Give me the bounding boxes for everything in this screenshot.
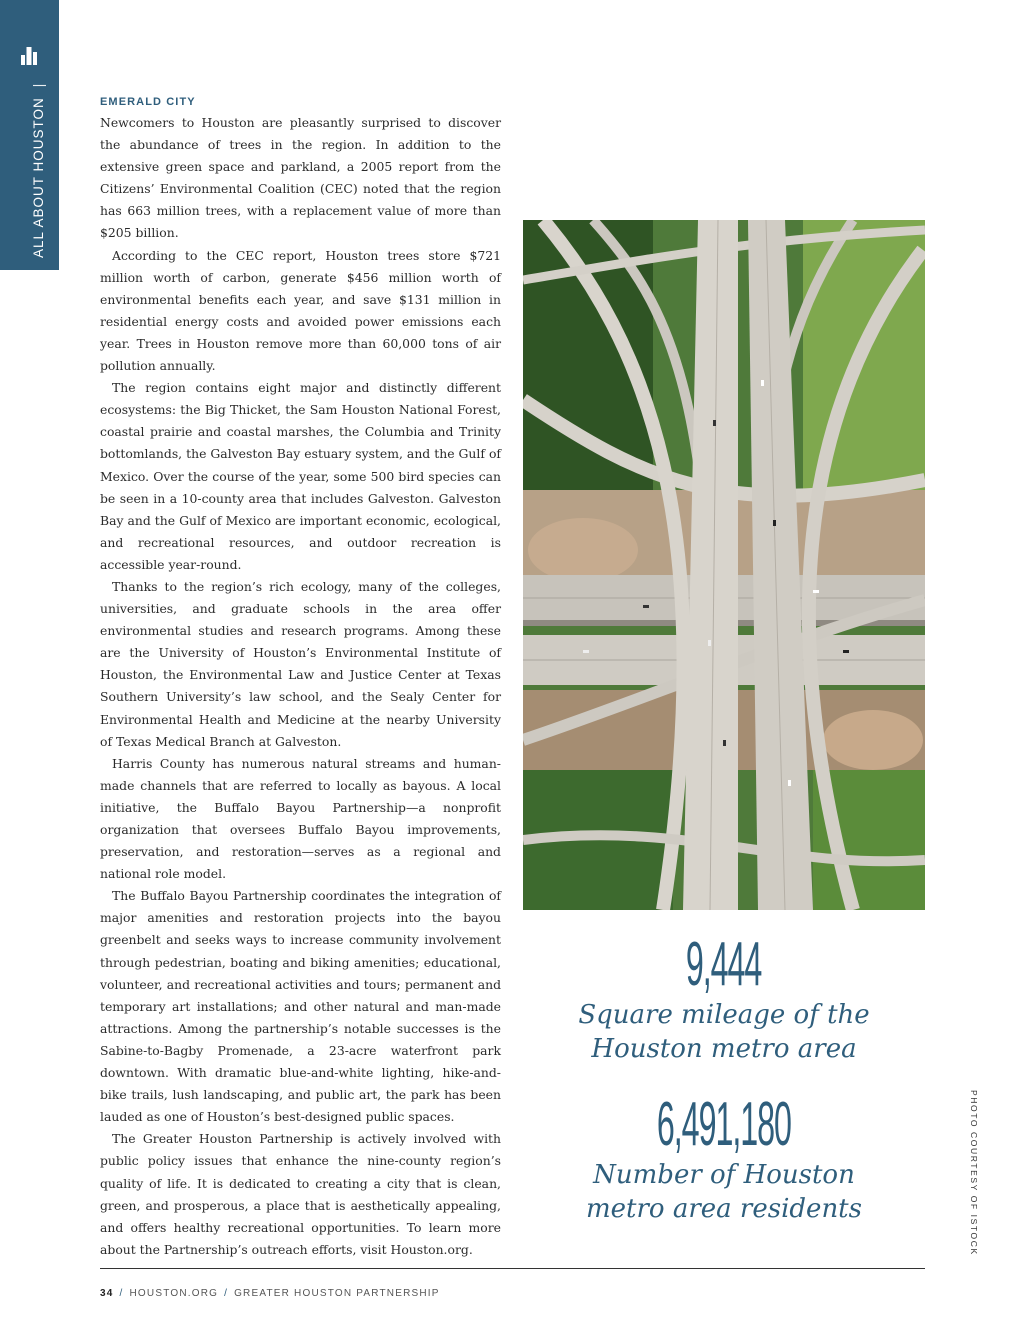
stat-caption [523,998,925,1066]
footer-site-link[interactable]: HOUSTON.ORG [129,1288,219,1299]
stat-caption-line: metro area residents [586,1194,862,1224]
stat-caption-line: Square mileage of the [578,1000,870,1030]
stat-block [523,930,925,1066]
footer-divider [100,1268,925,1269]
stat-caption [523,1158,925,1226]
side-tab-text: ALL ABOUT HOUSTON [31,97,46,258]
stat-number: 9,444 [686,930,762,999]
footer-separator: / [119,1288,124,1299]
stat-caption-line: Number of Houston [593,1160,855,1190]
side-tab-divider: | [31,82,46,88]
article-paragraph: The Buffalo Bayou Partnership coordinates the integration of major amenities and restoration projects into the bayou greenbelt and seeks ways to increase community involvement through pedestrian, boating and biking amenities; educational, volunteer, and recreational activities and tours; permanent and temporary art installations; and other natural and man-made attractions. Among the partnership’s notable successes is the Sabine-to-Bagby Promenade, a 23-acre waterfront park downtown. With dramatic blue-and-white lighting, hike-and-bike trails, lush landscaping, and public art, the park has been lauded as one of Houston’s best-designed public spaces. [100,888,501,1125]
skyline-icon [21,47,37,65]
article-paragraph: The Greater Houston Partnership is actively involved with public policy issues that enhance the nine-county region’s quality of life. It is dedicated to creating a city that is clean, green, and prosperous, a place that is aesthetically appealing, and offers healthy recreational opportunities. To learn more about the Partnership’s outreach efforts, visit Houston.org. [100,1131,501,1257]
article-paragraph: The region contains eight major and distinctly different ecosystems: the Big Thicket, the Sam Houston National Forest, coastal prairie and coastal marshes, the Columbia and Trinity bottomlands, the Galveston Bay estuary system, and the Gulf of Mexico. Over the course of the year, some 500 bird species can be seen in a 10-county area that includes Galveston. Galveston Bay and the Gulf of Mexico are important economic, ecological, and recreational resources, and outdoor recreation is accessible year-round. [100,380,501,572]
page-number: 34 [100,1288,114,1299]
stat-block [523,1090,925,1226]
section-heading: EMERALD CITY [100,96,196,108]
article-body [100,112,501,1261]
side-tab [0,0,59,270]
highway-illustration [523,220,925,910]
photo-credit: PHOTO COURTESY OF ISTOCK [969,1090,979,1256]
footer-publisher: GREATER HOUSTON PARTNERSHIP [234,1288,440,1299]
article-paragraph: According to the CEC report, Houston trees store $721 million worth of carbon, generate $456 million worth of environmental benefits each year, and save $131 million in residential energy costs and avoided power emissions each year. Trees in Houston remove more than 60,000 tons of air pollution annually. [100,247,501,374]
page-footer [100,1288,440,1299]
side-tab-label [31,83,46,258]
stat-caption-line: Houston metro area [591,1034,857,1064]
footer-separator: / [224,1288,229,1299]
article-paragraph: Newcomers to Houston are pleasantly surprised to discover the abundance of trees in the region. In addition to the extensive green space and parkland, a 2005 report from the Citizens’ Environmental Coalition (CEC) noted that the region has 663 million trees, with a replacement value of more than $205 billion. [100,115,501,241]
stat-number: 6,491,180 [656,1090,792,1159]
article-paragraph: Thanks to the region’s rich ecology, many of the colleges, universities, and graduate schools in the area offer environmental studies and research programs. Among these are the University of Houston’s Environmental Institute of Houston, the Environmental Law and Justice Center at Texas Southern University’s law school, and the Sealy Center for Environmental Health and Medicine at the nearby University of Texas Medical Branch at Galveston. [100,578,501,749]
article-paragraph: Harris County has numerous natural streams and human-made channels that are referred to locally as bayous. A local initiative, the Buffalo Bayou Partnership—a nonprofit organization that oversees Buffalo Bayou improvements, preservation, and restoration—serves as a regional and national role model. [100,755,501,882]
aerial-highway-photo [523,220,925,910]
